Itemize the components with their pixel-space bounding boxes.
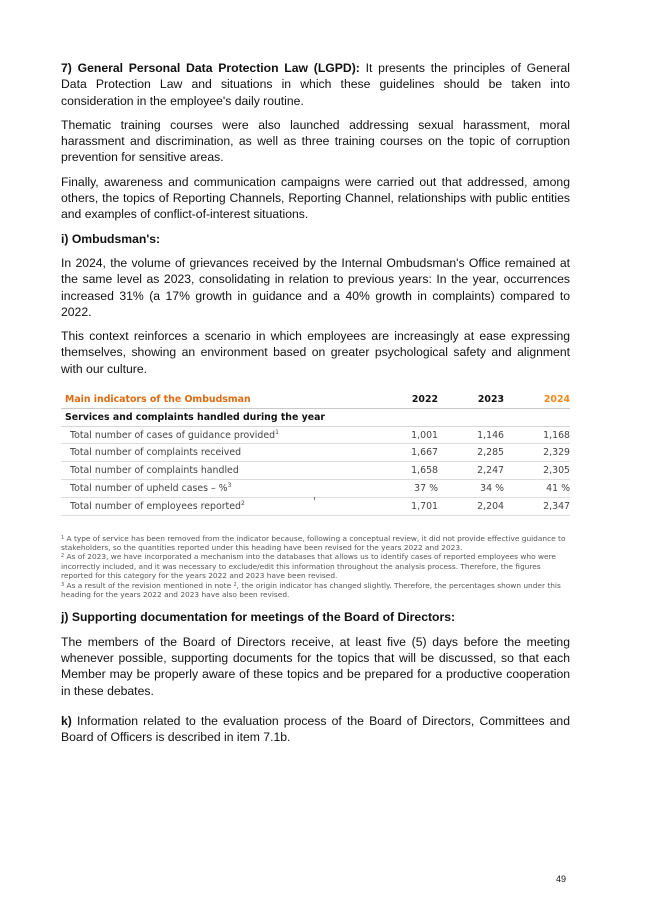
row-label: Total number of employees reported$^2$ <box>61 497 372 515</box>
ombudsman-indicators-table <box>61 391 570 516</box>
cell-2023: 2,204 <box>438 497 504 515</box>
cell-2023: 2,247 <box>438 462 504 480</box>
cell-2024: 2,329 <box>504 444 570 462</box>
paragraph-evaluation <box>61 713 570 746</box>
table-title: Main indicators of the Ombudsman <box>61 391 372 408</box>
table-header-row <box>61 391 570 408</box>
cell-2024: 1,168 <box>504 426 570 444</box>
paragraph-campaigns: Finally, awareness and communication campaigns were carried out that addressed, among others, the topics of Reporting Channels, Reporting Channel, relationships with public entities and examples of conflict-of-interest situations. <box>61 174 570 222</box>
paragraph-lgpd <box>61 60 570 109</box>
item-k-body: Information related to the evaluation process of the Board of Directors, Committees and Board of Officers is described in item 7.1b. <box>61 713 570 745</box>
row-label: Total number of cases of guidance provided$^1$ <box>61 426 372 444</box>
cell-2024: 41 % <box>504 480 570 498</box>
cell-2022: 1,001 <box>372 426 438 444</box>
footnote-2: $^2$ As of 2023, we have incorporated a mechanism into the databases that allows us to identify cases of reported employees who were incorrectly included, and it was necessary to exclude/edit this information throughout the analysis process. Therefore, the figures reported for this category for the years 2022 and 2023 have been revised. <box>61 552 556 581</box>
page-number: 49 <box>556 874 567 884</box>
cell-2023: 2,285 <box>438 444 504 462</box>
lgpd-title: 7) General Personal Data Protection Law (LGPD): <box>61 61 360 75</box>
row-label: Total number of complaints received <box>61 444 372 462</box>
cell-2024: 2,305 <box>504 462 570 480</box>
paragraph-context: This context reinforces a scenario in which employees are increasingly at ease expressing themselves, showing an environment based on greater psychological safety and alignment with our culture. <box>61 329 570 376</box>
item-k-label: k) <box>61 713 72 728</box>
page-content <box>61 60 570 754</box>
lgpd-body: It presents the principles of General Data Protection Law and situations in which these guidelines should be taken into consideration in the employee's daily routine. <box>61 61 570 108</box>
table-row <box>61 444 570 462</box>
table-marker <box>314 497 315 500</box>
row-label: Total number of upheld cases – %$^3$ <box>61 480 372 498</box>
year-2023-header: 2023 <box>438 391 504 408</box>
heading-ombudsman: i) Ombudsman's: <box>61 231 161 246</box>
cell-2022: 1,658 <box>372 462 438 480</box>
cell-2024: 2,347 <box>504 497 570 515</box>
paragraph-training: Thematic training courses were also launched addressing sexual harassment, moral harassment and discrimination, as well as three training courses on the topic of corruption prevention for sensitive areas. <box>61 117 570 165</box>
cell-2022: 1,667 <box>372 444 438 462</box>
row-label: Total number of complaints handled <box>61 462 372 480</box>
table-row <box>61 462 570 480</box>
footnote-ref: 3 <box>227 482 232 490</box>
footnote-3: $^3$ As a result of the revision mentioned in note $^2$, the origin indicator has changed slightly. Therefore, the percentages shown under this heading for the years 2022 and 2023 have also been revised. <box>61 580 561 600</box>
paragraph-grievances: In 2024, the volume of grievances received by the Internal Ombudsman's Office remained at the same level as 2023, consolidating in relation to previous years: In the year, occurrences increased 31% (a 17% growth in guidance and a 40% growth in complaints) compared to 2022. <box>61 255 570 319</box>
table-row <box>61 426 570 444</box>
footnote-ref: 2 <box>240 500 245 508</box>
year-2022-header: 2022 <box>372 391 438 408</box>
table-section-label: Services and complaints handled during the year <box>61 408 570 426</box>
paragraph-board-documentation: The members of the Board of Directors receive, at least five (5) days before the meeting whenever possible, supporting documents for the topics that will be discussed, so that each Member may be properly aware of these topics and be prepared for a productive cooperation in these debates. <box>61 634 570 698</box>
cell-2022: 37 % <box>372 480 438 498</box>
table-row <box>61 497 570 515</box>
table-row <box>61 480 570 498</box>
footnote-ref: 1 <box>275 428 279 436</box>
heading-board-documentation: j) Supporting documentation for meetings of the Board of Directors: <box>61 610 456 625</box>
cell-2022: 1,701 <box>372 497 438 515</box>
cell-2023: 1,146 <box>438 426 504 444</box>
year-2024-header: 2024 <box>504 391 570 408</box>
table-footnotes <box>61 534 570 600</box>
table-section-row <box>61 408 570 426</box>
footnote-1: $^1$ A type of service has been removed from the indicator because, following a conceptual review, it did not provide effective guidance to stakeholders, so the quantities reported under this heading have been revised for the years 2022 and 2023. <box>61 533 566 553</box>
cell-2023: 34 % <box>438 480 504 498</box>
